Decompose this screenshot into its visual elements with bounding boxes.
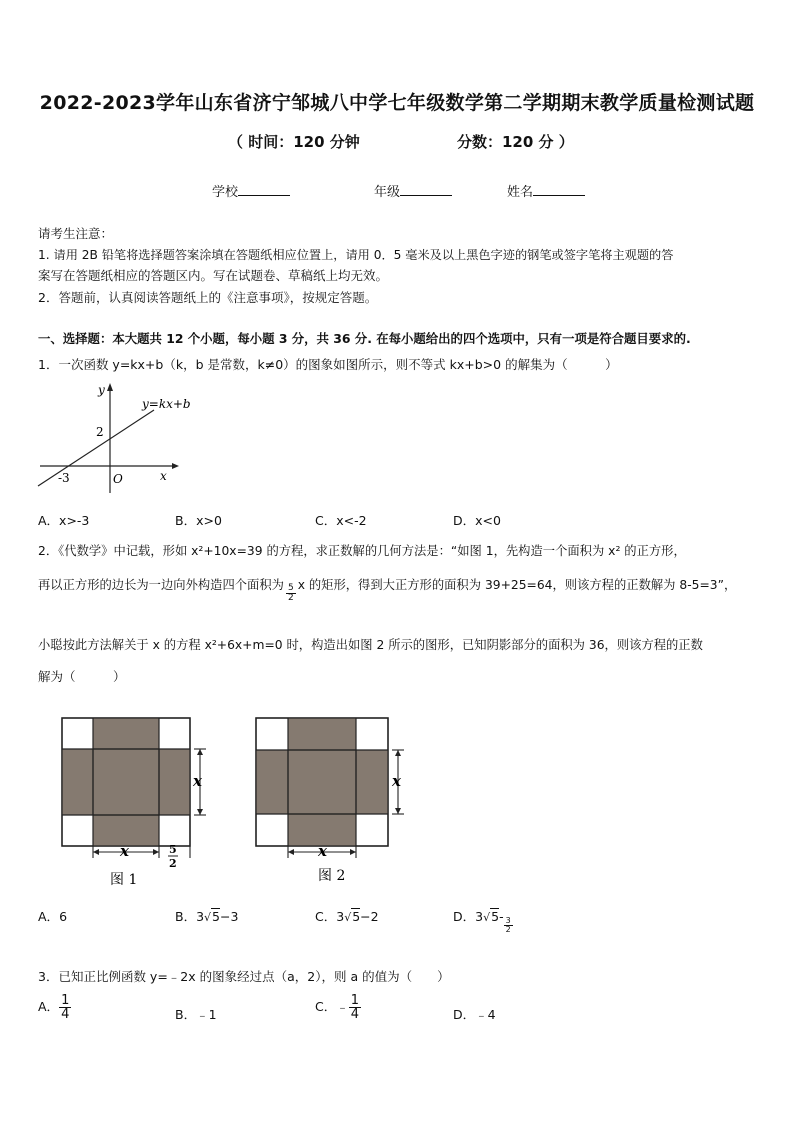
q1-option-d: D．x<0 [453,513,501,528]
x-axis-label: x [160,469,167,483]
q2-line2-fraction [286,584,296,603]
q3-stem: 3．已知正比例函数 y=﹣2x 的图象经过点（a，2），则 a 的值为（ ） [38,969,450,984]
q2-option-b: B．3√5−3 [175,909,239,924]
origin-label: O [113,472,123,486]
notice-item1-line1: 1. 请用 2B 铅笔将选择题答案涂填在答题纸相应位置上，请用 0．5 毫米及以上黑色字迹的钢笔或签字笔将主观题的答 [38,248,674,262]
q1-option-a: A．x>-3 [38,513,90,528]
notice-item2: 2．答题前，认真阅读答题纸上的《注意事项》，按规定答题。 [38,290,378,305]
q2-line4: 解为（ ） [38,669,126,684]
q1-stem: 1．一次函数 y=kx+b（k，b 是常数，k≠0）的图象如图所示，则不等式 kx+b>0 的解集为（ ） [38,357,618,372]
exam-title: 2022-2023学年山东省济宁邹城八中学七年级数学第二学期期末教学质量检测试题 [39,92,755,114]
x-axis-arrow [172,463,179,469]
q1-graph [30,378,200,498]
q3-option-b: B．﹣1 [175,1007,217,1022]
shaded-horizontal [62,749,190,815]
q3-option-c: C．﹣ $\frac{1}{4}$ [315,993,360,1022]
q2-line2 [38,575,737,603]
notice-item1-line2: 案写在答题纸相应的答题区内。写在试题卷、草稿纸上均无效。 [38,268,389,283]
option-a-fraction: $\frac{1}{4}$ [61,993,70,1022]
name-field [507,181,585,200]
y-axis-label: y [98,383,105,397]
notice-heading: 请考生注意： [38,226,114,241]
q3-option-a: A． $\frac{1}{4}$ [38,993,70,1022]
school-label: 学校 [212,185,239,200]
q1-option-c: C．x<-2 [315,513,367,528]
school-field [212,181,290,200]
name-blank [533,183,585,196]
fig1-corner-numerator: 5 [169,843,177,856]
q3-option-d: D．﹣4 [453,1007,496,1022]
q2-figure-1 [58,712,218,890]
fig2-side-label: x [392,772,401,790]
exam-score: 分数：120 分 ） [457,133,574,151]
q2-line2-part2: x 的矩形，得到大正方形的面积为 39+25=64，则该方程的正数解为 8-5=3”， [297,578,737,592]
sqrt-radicand: 5 [212,909,220,924]
option-d-fraction: $\frac{3}{2}$ [505,916,511,934]
name-label: 姓名 [507,185,534,200]
y-intercept-label: 2 [96,425,104,439]
y-axis-arrow [107,383,113,391]
exam-time: （ 时间：120 分钟 [228,133,360,151]
fig1-corner-denominator: 2 [169,857,177,870]
q2-line2-part1: 再以正方形的边长为一边向外构造四个面积为 [38,578,284,592]
option-c-fraction: $\frac{1}{4}$ [350,993,360,1022]
fraction-numerator: 5 [287,583,294,593]
fig1-caption: 图 1 [110,872,138,888]
x-intercept-label: -3 [58,471,70,485]
fig2-caption: 图 2 [318,868,346,884]
shaded-horizontal [256,750,388,814]
fig1-side-label: x [193,772,202,790]
fraction-denominator: 2 [287,593,294,603]
grade-blank [400,183,452,196]
q1-option-b: B．x>0 [175,513,222,528]
grade-field [374,181,452,200]
school-blank [238,183,290,196]
q2-option-a: A．6 [38,909,68,924]
fig2-bottom-label: x [318,842,327,860]
q2-option-c: C．3√5−2 [315,909,379,924]
sqrt-radicand: 5 [352,909,361,924]
q2-line1: 2．《代数学》中记载，形如 x²+10x=39 的方程，求正数解的几何方法是：“如图 1，先构造一个面积为 x² 的正方形， [38,544,686,558]
q2-figure-2 [252,712,412,890]
q2-line3: 小聪按此方法解关于 x 的方程 x²+6x+m=0 时，构造出如图 2 所示的图形，已知阴影部分的面积为 36，则该方程的正数 [38,638,703,652]
line-label: y=kx+b [142,397,191,411]
grade-label: 年级 [374,185,401,200]
fig1-bottom-label: x [120,842,129,860]
sqrt-radicand: 5 [491,909,500,924]
function-line [38,410,154,486]
section1-heading: 一、选择题：本大题共 12 个小题，每小题 3 分，共 36 分. 在每小题给出的四个选项中，只有一项是符合题目要求的. [38,331,691,346]
q2-option-d: D．3√5- $\frac{3}{2}$ [453,909,511,934]
